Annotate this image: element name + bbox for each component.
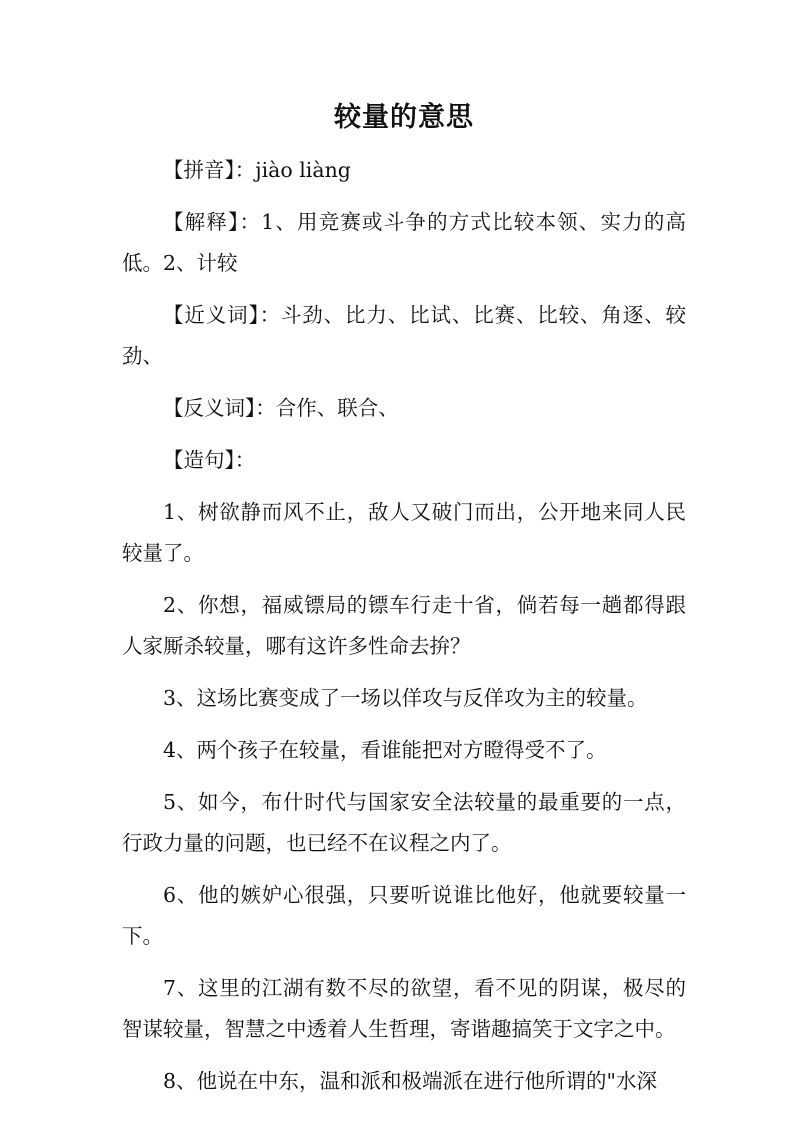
- document-page: [122, 98, 686, 1113]
- document-title: 较量的意思: [334, 102, 474, 133]
- pinyin-label: 【拼音】：: [163, 158, 256, 182]
- example-sentence: 2、你想，福威镖局的镖车行走十省，倘若每一趟都得跟人家厮杀较量，哪有这许多性命去拚？: [122, 593, 686, 658]
- example-sentence: 6、他的嫉妒心很强，只要听说谁比他好，他就要较量一下。: [122, 883, 686, 948]
- synonyms-value: 斗劲、比力、比试、比赛、比较、角逐、较劲、: [122, 303, 686, 368]
- pinyin-value: jiào liàng: [255, 158, 351, 182]
- example-sentence: 7、这里的江湖有数不尽的欲望，看不见的阴谋，极尽的智谋较量，智慧之中透着人生哲理，寄谐趣搞笑于文字之中。: [122, 976, 686, 1041]
- definition-value: 1、用竞赛或斗争的方式比较本领、实力的高低。2、计较: [122, 210, 687, 275]
- example-sentence: 4、两个孩子在较量，看谁能把对方瞪得受不了。: [163, 738, 607, 762]
- synonyms-label: 【近义词】：: [163, 303, 281, 327]
- examples-list: [122, 492, 686, 1102]
- pinyin-paragraph: [122, 150, 686, 191]
- antonyms-label: 【反义词】：: [163, 396, 276, 420]
- example-sentence: 3、这场比赛变成了一场以佯攻与反佯攻为主的较量。: [163, 686, 648, 710]
- antonyms-value: 合作、联合、: [275, 396, 399, 420]
- synonyms-paragraph: [122, 295, 686, 377]
- examples-heading: 【造句】：: [163, 448, 256, 472]
- example-sentence: 5、如今，布什时代与国家安全法较量的最重要的一点，行政力量的问题，也已经不在议程之内了。: [122, 790, 686, 855]
- definition-paragraph: [122, 202, 686, 284]
- example-sentence: 1、树欲静而风不止，敌人又破门而出，公开地来同人民较量了。: [122, 500, 686, 565]
- antonyms-paragraph: [122, 388, 686, 429]
- definition-label: 【解释】：: [163, 210, 262, 234]
- example-sentence: 8、他说在中东，温和派和极端派在进行他所谓的"水深: [163, 1069, 657, 1093]
